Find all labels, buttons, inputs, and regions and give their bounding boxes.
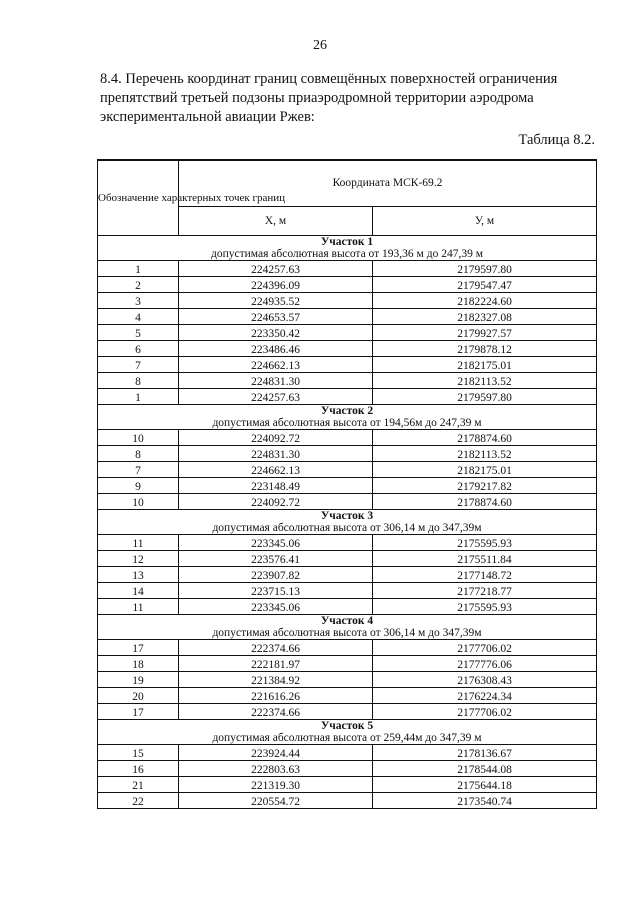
y-cell: 2177706.02: [373, 640, 597, 656]
x-cell: 222803.63: [179, 761, 373, 777]
point-cell: 21: [98, 777, 179, 793]
y-cell: 2175595.93: [373, 535, 597, 551]
y-cell: 2177776.06: [373, 656, 597, 672]
x-cell: 222374.66: [179, 640, 373, 656]
table-row: [98, 656, 597, 672]
table-row: [98, 745, 597, 761]
section-title: Участок 4: [98, 615, 597, 628]
table-body: [98, 236, 597, 809]
point-cell: 11: [98, 535, 179, 551]
x-cell: 222181.97: [179, 656, 373, 672]
section-title: Участок 1: [98, 236, 597, 249]
y-cell: 2178874.60: [373, 430, 597, 446]
point-cell: 13: [98, 567, 179, 583]
x-cell: 223345.06: [179, 535, 373, 551]
x-cell: 224257.63: [179, 261, 373, 277]
table-row: [98, 430, 597, 446]
point-cell: 10: [98, 430, 179, 446]
x-cell: 222374.66: [179, 704, 373, 720]
point-cell: 6: [98, 341, 179, 357]
section-subtitle: допустимая абсолютная высота от 306,14 м до 347,39м: [98, 627, 597, 640]
section-title-row: [98, 405, 597, 418]
point-cell: 1: [98, 261, 179, 277]
table-row: [98, 462, 597, 478]
y-cell: 2182175.01: [373, 357, 597, 373]
y-cell: 2178136.67: [373, 745, 597, 761]
table-row: [98, 583, 597, 599]
point-cell: 10: [98, 494, 179, 510]
y-cell: 2173540.74: [373, 793, 597, 809]
y-cell: 2175595.93: [373, 599, 597, 615]
point-cell: 8: [98, 373, 179, 389]
table-row: [98, 704, 597, 720]
table-row: [98, 325, 597, 341]
y-cell: 2179547.47: [373, 277, 597, 293]
x-cell: 224831.30: [179, 373, 373, 389]
x-cell: 224396.09: [179, 277, 373, 293]
section-title: Участок 3: [98, 510, 597, 523]
point-cell: 11: [98, 599, 179, 615]
x-cell: 224831.30: [179, 446, 373, 462]
y-cell: 2182224.60: [373, 293, 597, 309]
point-cell: 7: [98, 357, 179, 373]
section-title-row: [98, 615, 597, 628]
table-row: [98, 261, 597, 277]
header-x: Х, м: [179, 207, 373, 236]
point-cell: 19: [98, 672, 179, 688]
x-cell: 224092.72: [179, 494, 373, 510]
table-row: [98, 478, 597, 494]
point-cell: 18: [98, 656, 179, 672]
section-title-row: [98, 236, 597, 249]
header-y: У, м: [373, 207, 597, 236]
y-cell: 2176308.43: [373, 672, 597, 688]
y-cell: 2176224.34: [373, 688, 597, 704]
point-cell: 2: [98, 277, 179, 293]
point-cell: 9: [98, 478, 179, 494]
section-subtitle: допустимая абсолютная высота от 306,14 м до 347,39м: [98, 522, 597, 535]
x-cell: 221319.30: [179, 777, 373, 793]
x-cell: 220554.72: [179, 793, 373, 809]
section-subtitle-row: [98, 627, 597, 640]
header-coordinate-group: Координата МСК-69.2: [179, 160, 597, 207]
y-cell: 2182113.52: [373, 373, 597, 389]
point-cell: 17: [98, 704, 179, 720]
table-row: [98, 599, 597, 615]
table-row: [98, 672, 597, 688]
point-cell: 22: [98, 793, 179, 809]
x-cell: 224257.63: [179, 389, 373, 405]
table-row: [98, 357, 597, 373]
y-cell: 2177706.02: [373, 704, 597, 720]
section-subtitle-row: [98, 417, 597, 430]
y-cell: 2178544.08: [373, 761, 597, 777]
table-row: [98, 494, 597, 510]
table-row: [98, 309, 597, 325]
x-cell: 223924.44: [179, 745, 373, 761]
y-cell: 2175644.18: [373, 777, 597, 793]
point-cell: 12: [98, 551, 179, 567]
x-cell: 223576.41: [179, 551, 373, 567]
x-cell: 221384.92: [179, 672, 373, 688]
x-cell: 224662.13: [179, 357, 373, 373]
y-cell: 2179217.82: [373, 478, 597, 494]
point-cell: 7: [98, 462, 179, 478]
x-cell: 223907.82: [179, 567, 373, 583]
section-subtitle: допустимая абсолютная высота от 193,36 м до 247,39 м: [98, 248, 597, 261]
section-title-row: [98, 510, 597, 523]
y-cell: 2179927.57: [373, 325, 597, 341]
section-subtitle: допустимая абсолютная высота от 259,44м до 347,39 м: [98, 732, 597, 745]
y-cell: 2177218.77: [373, 583, 597, 599]
y-cell: 2179597.80: [373, 389, 597, 405]
table-row: [98, 446, 597, 462]
point-cell: 16: [98, 761, 179, 777]
table-row: [98, 551, 597, 567]
y-cell: 2175511.84: [373, 551, 597, 567]
coordinates-table: [97, 159, 597, 809]
y-cell: 2182113.52: [373, 446, 597, 462]
table-row: [98, 535, 597, 551]
table-row: [98, 277, 597, 293]
x-cell: 224935.52: [179, 293, 373, 309]
x-cell: 223715.13: [179, 583, 373, 599]
x-cell: 223486.46: [179, 341, 373, 357]
table-row: [98, 761, 597, 777]
x-cell: 224092.72: [179, 430, 373, 446]
y-cell: 2182327.08: [373, 309, 597, 325]
section-subtitle-row: [98, 248, 597, 261]
y-cell: 2182175.01: [373, 462, 597, 478]
table-row: [98, 777, 597, 793]
point-cell: 4: [98, 309, 179, 325]
section-subtitle: допустимая абсолютная высота от 194,56м до 247,39 м: [98, 417, 597, 430]
table-caption: Таблица 8.2.: [518, 132, 595, 148]
x-cell: 224653.57: [179, 309, 373, 325]
table-row: [98, 688, 597, 704]
point-cell: 15: [98, 745, 179, 761]
section-title: Участок 2: [98, 405, 597, 418]
section-title: Участок 5: [98, 720, 597, 733]
table-row: [98, 793, 597, 809]
table-row: [98, 389, 597, 405]
table-row: [98, 640, 597, 656]
point-cell: 3: [98, 293, 179, 309]
point-cell: 20: [98, 688, 179, 704]
y-cell: 2178874.60: [373, 494, 597, 510]
section-title-row: [98, 720, 597, 733]
point-cell: 1: [98, 389, 179, 405]
y-cell: 2179878.12: [373, 341, 597, 357]
point-cell: 17: [98, 640, 179, 656]
point-cell: 8: [98, 446, 179, 462]
point-cell: 14: [98, 583, 179, 599]
page-number: 26: [313, 38, 327, 53]
x-cell: 223345.06: [179, 599, 373, 615]
y-cell: 2177148.72: [373, 567, 597, 583]
section-heading: 8.4. Перечень координат границ совмещённых поверхностей ограничения препятствий третьей подзоны приаэродромной территории аэродрома экспериментальной авиации Ржев:: [100, 71, 558, 125]
table-row: [98, 341, 597, 357]
x-cell: 221616.26: [179, 688, 373, 704]
x-cell: 223148.49: [179, 478, 373, 494]
point-cell: 5: [98, 325, 179, 341]
table-row: [98, 293, 597, 309]
y-cell: 2179597.80: [373, 261, 597, 277]
table-row: [98, 373, 597, 389]
x-cell: 224662.13: [179, 462, 373, 478]
table-row: [98, 567, 597, 583]
section-subtitle-row: [98, 732, 597, 745]
x-cell: 223350.42: [179, 325, 373, 341]
section-subtitle-row: [98, 522, 597, 535]
header-designation: Обозначение характерных точек границ: [98, 160, 179, 236]
